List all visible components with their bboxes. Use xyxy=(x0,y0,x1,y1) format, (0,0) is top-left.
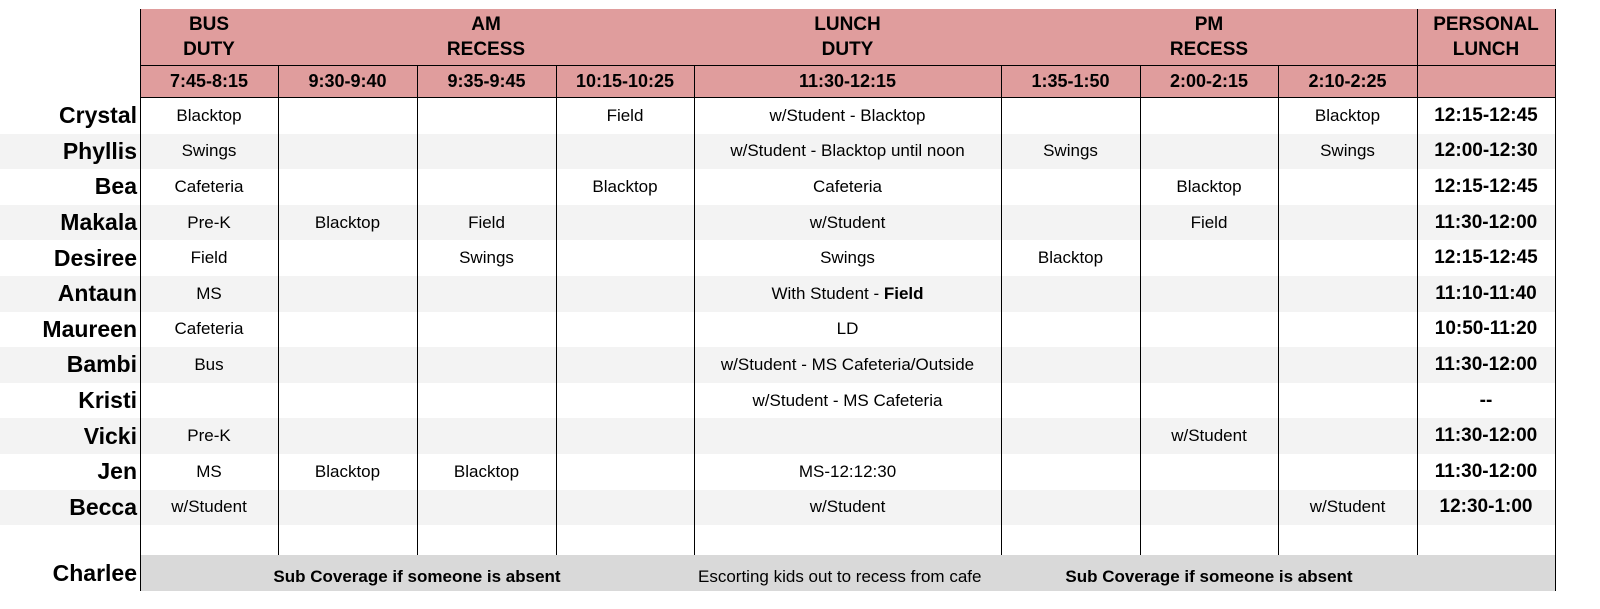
personal-lunch-cell[interactable]: -- xyxy=(1479,389,1493,411)
schedule-cell[interactable] xyxy=(1001,347,1140,383)
grid-vline xyxy=(140,555,141,591)
schedule-cell[interactable] xyxy=(1278,169,1417,205)
schedule-cell[interactable] xyxy=(556,418,694,454)
schedule-cell[interactable] xyxy=(694,98,1001,134)
cell-text: LD xyxy=(836,319,859,339)
schedule-cell[interactable] xyxy=(140,383,278,419)
schedule-cell[interactable] xyxy=(694,169,1001,205)
grid-vline xyxy=(556,65,557,555)
schedule-cell[interactable] xyxy=(140,134,278,170)
cell-text: With Student - xyxy=(771,283,884,303)
schedule-cell[interactable] xyxy=(1001,418,1140,454)
cell-text: Field xyxy=(468,212,505,232)
schedule-cell[interactable] xyxy=(278,276,417,312)
schedule-cell[interactable] xyxy=(278,490,417,526)
schedule-cell[interactable] xyxy=(556,347,694,383)
schedule-cell[interactable] xyxy=(278,240,417,276)
cell-text: Blacktop xyxy=(314,461,381,481)
schedule-cell[interactable] xyxy=(1001,276,1140,312)
schedule-cell[interactable] xyxy=(1140,134,1278,170)
cell-text: Swings xyxy=(1043,141,1098,161)
schedule-cell[interactable] xyxy=(556,205,694,241)
schedule-cell[interactable] xyxy=(1278,240,1417,276)
grid-vline xyxy=(278,65,279,555)
schedule-cell[interactable] xyxy=(140,418,278,454)
staff-name[interactable]: Vicki xyxy=(83,422,137,449)
schedule-cell[interactable] xyxy=(140,205,278,241)
cell-text: Blacktop xyxy=(176,105,242,125)
schedule-cell[interactable] xyxy=(140,490,278,526)
time-slot-header: 1:35-1:50 xyxy=(1031,71,1110,91)
cell-text: Blacktop xyxy=(314,212,381,232)
schedule-cell[interactable] xyxy=(556,98,694,134)
schedule-cell[interactable] xyxy=(278,454,417,490)
cell-text: MS-12:12:30 xyxy=(798,461,897,481)
time-slot-header: 9:35-9:45 xyxy=(447,71,526,91)
cell-text: Field xyxy=(190,248,228,268)
personal-lunch-cell[interactable]: 10:50-11:20 xyxy=(1434,318,1538,340)
schedule-cell[interactable] xyxy=(417,169,556,205)
schedule-cell[interactable] xyxy=(417,240,556,276)
cell-text: w/Student - Blacktop until noon xyxy=(730,141,965,161)
schedule-cell[interactable] xyxy=(694,347,1001,383)
personal-lunch-cell[interactable]: 12:30-1:00 xyxy=(1439,496,1533,518)
grid-vline xyxy=(1555,9,1556,65)
schedule-cell[interactable] xyxy=(694,276,1001,312)
cell-text: Blacktop xyxy=(1314,105,1381,125)
schedule-cell[interactable] xyxy=(694,134,1001,170)
cell-text: Blacktop xyxy=(1037,248,1104,268)
cell-bold-text: Field xyxy=(883,283,924,303)
schedule-cell[interactable] xyxy=(278,312,417,348)
header-line: LUNCH xyxy=(1452,39,1520,60)
header-bus-duty xyxy=(140,9,278,65)
schedule-cell[interactable] xyxy=(1278,134,1417,170)
cell-text: Swings xyxy=(181,141,237,161)
staff-name[interactable]: Crystal xyxy=(59,102,137,129)
time-slot-header: 10:15-10:25 xyxy=(575,71,675,91)
staff-name[interactable]: Bea xyxy=(94,173,137,200)
schedule-cell[interactable] xyxy=(140,169,278,205)
cell-text: w/Student xyxy=(809,212,886,232)
schedule-cell[interactable] xyxy=(278,418,417,454)
schedule-cell[interactable] xyxy=(417,490,556,526)
schedule-cell[interactable] xyxy=(278,169,417,205)
time-slot-header: 9:30-9:40 xyxy=(308,71,387,91)
schedule-cell[interactable] xyxy=(278,134,417,170)
staff-name[interactable]: Kristi xyxy=(78,387,137,414)
header-line: LUNCH xyxy=(814,14,881,35)
schedule-cell[interactable] xyxy=(556,490,694,526)
schedule-cell[interactable] xyxy=(140,98,278,134)
schedule-cell[interactable] xyxy=(1278,347,1417,383)
schedule-cell[interactable] xyxy=(556,240,694,276)
schedule-cell[interactable] xyxy=(278,98,417,134)
schedule-cell[interactable] xyxy=(1278,454,1417,490)
schedule-cell[interactable] xyxy=(417,312,556,348)
cell-text: Cafeteria xyxy=(174,319,244,339)
staff-name[interactable]: Jen xyxy=(97,458,137,485)
grid-hline xyxy=(140,97,1555,98)
personal-lunch-cell[interactable]: 12:00-12:30 xyxy=(1434,140,1538,162)
schedule-cell[interactable] xyxy=(556,276,694,312)
schedule-cell[interactable] xyxy=(278,383,417,419)
schedule-cell[interactable] xyxy=(1140,418,1278,454)
grid-vline xyxy=(1001,65,1002,555)
grid-vline xyxy=(1555,65,1556,555)
personal-lunch-cell[interactable]: 12:15-12:45 xyxy=(1434,104,1538,126)
cell-text: MS xyxy=(196,283,222,303)
schedule-cell[interactable] xyxy=(1001,205,1140,241)
cell-text: Pre-K xyxy=(187,212,231,232)
schedule-cell[interactable] xyxy=(1278,312,1417,348)
grid-vline xyxy=(1417,65,1418,555)
schedule-cell[interactable] xyxy=(1001,240,1140,276)
personal-lunch-cell[interactable]: 11:30-12:00 xyxy=(1434,425,1538,447)
cell-text: Cafeteria xyxy=(813,176,882,196)
schedule-cell[interactable] xyxy=(1278,205,1417,241)
schedule-cell[interactable] xyxy=(694,490,1001,526)
time-slot-header: 7:45-8:15 xyxy=(169,71,249,91)
personal-lunch-cell[interactable]: 11:10-11:40 xyxy=(1435,282,1537,304)
header-line: PERSONAL xyxy=(1433,14,1539,35)
cell-text: Swings xyxy=(820,248,875,268)
cell-text: Field xyxy=(606,105,644,125)
schedule-cell[interactable] xyxy=(1140,312,1278,348)
schedule-cell[interactable] xyxy=(1140,276,1278,312)
schedule-cell[interactable] xyxy=(417,205,556,241)
header-line: PM xyxy=(1194,14,1224,35)
grid-vline xyxy=(694,65,695,555)
schedule-cell[interactable] xyxy=(278,347,417,383)
schedule-cell[interactable] xyxy=(417,383,556,419)
schedule-cell[interactable] xyxy=(556,312,694,348)
grid-vline xyxy=(1140,65,1141,555)
schedule-cell[interactable] xyxy=(417,98,556,134)
cell-text: w/Student xyxy=(171,497,247,517)
schedule-cell[interactable] xyxy=(1140,98,1278,134)
time-slot-header: 2:10-2:25 xyxy=(1308,71,1387,91)
schedule-cell[interactable] xyxy=(417,454,556,490)
schedule-cell[interactable] xyxy=(1140,383,1278,419)
cell-text: w/Student xyxy=(1309,497,1386,517)
schedule-cell[interactable] xyxy=(140,454,278,490)
header-lunch-duty xyxy=(694,9,1001,65)
cell-text: Swings xyxy=(1320,141,1375,161)
charlee-left-note: Sub Coverage if someone is absent xyxy=(273,567,561,586)
header-line: RECESS xyxy=(1169,39,1249,60)
schedule-cell[interactable] xyxy=(1140,490,1278,526)
time-slot-header xyxy=(1417,65,1555,98)
schedule-cell[interactable] xyxy=(417,347,556,383)
cell-text: w/Student xyxy=(809,497,886,517)
staff-name[interactable]: Phyllis xyxy=(62,137,137,164)
personal-lunch-cell[interactable]: 11:30-12:00 xyxy=(1434,353,1538,375)
cell-text: Cafeteria xyxy=(174,176,244,196)
schedule-cell[interactable] xyxy=(140,240,278,276)
schedule-cell[interactable] xyxy=(140,347,278,383)
cell-text: w/Student - MS Cafeteria xyxy=(752,390,943,410)
personal-lunch-cell[interactable]: 11:30-12:00 xyxy=(1434,460,1538,482)
schedule-cell[interactable] xyxy=(1140,240,1278,276)
schedule-cell[interactable] xyxy=(1001,454,1140,490)
cell-text: Blacktop xyxy=(453,461,520,481)
staff-name[interactable]: Bambi xyxy=(66,351,137,378)
cell-text: Blacktop xyxy=(592,176,658,196)
schedule-cell[interactable] xyxy=(1001,134,1140,170)
schedule-cell[interactable] xyxy=(694,418,1001,454)
cell-text: Field xyxy=(1190,212,1228,232)
schedule-cell[interactable] xyxy=(694,205,1001,241)
header-pm-recess xyxy=(1001,9,1417,65)
grid-vline xyxy=(1555,555,1556,591)
schedule-cell[interactable] xyxy=(1140,169,1278,205)
cell-text: Swings xyxy=(459,248,514,268)
schedule-cell[interactable] xyxy=(556,169,694,205)
schedule-cell[interactable] xyxy=(417,276,556,312)
grid-vline xyxy=(1417,9,1418,65)
charlee-right-note: Sub Coverage if someone is absent xyxy=(1065,567,1353,586)
schedule-cell[interactable] xyxy=(417,134,556,170)
charlee-middle-note: Escorting kids out to recess from cafe xyxy=(698,567,982,586)
grid-vline xyxy=(140,9,141,65)
personal-lunch-cell[interactable]: 11:30-12:00 xyxy=(1434,211,1538,233)
schedule-cell[interactable] xyxy=(694,240,1001,276)
schedule-cell[interactable] xyxy=(1278,490,1417,526)
staff-name[interactable]: Makala xyxy=(60,209,137,236)
cell-text: Blacktop xyxy=(1176,176,1242,196)
schedule-cell[interactable] xyxy=(140,312,278,348)
staff-name-charlee[interactable]: Charlee xyxy=(52,559,137,586)
staff-name[interactable]: Desiree xyxy=(53,244,137,271)
header-line: DUTY xyxy=(183,39,235,60)
schedule-cell[interactable] xyxy=(1278,418,1417,454)
schedule-cell[interactable] xyxy=(1001,98,1140,134)
schedule-cell[interactable] xyxy=(556,134,694,170)
schedule-cell[interactable] xyxy=(694,383,1001,419)
header-line: DUTY xyxy=(821,39,874,60)
schedule-cell[interactable] xyxy=(1278,276,1417,312)
schedule-cell[interactable] xyxy=(1278,98,1417,134)
cell-text: Pre-K xyxy=(187,426,231,446)
schedule-cell[interactable] xyxy=(1278,383,1417,419)
schedule-cell[interactable] xyxy=(694,312,1001,348)
staff-name[interactable]: Maureen xyxy=(42,315,137,342)
schedule-cell[interactable] xyxy=(1001,490,1140,526)
schedule-cell[interactable] xyxy=(556,383,694,419)
schedule-cell[interactable] xyxy=(417,418,556,454)
schedule-cell[interactable] xyxy=(1001,169,1140,205)
cell-text: w/Student - MS Cafeteria/Outside xyxy=(720,354,975,374)
schedule-cell[interactable] xyxy=(1140,205,1278,241)
header-line: BUS xyxy=(188,14,230,35)
cell-text: w/Student xyxy=(1171,426,1247,446)
staff-name[interactable]: Becca xyxy=(69,493,137,520)
staff-name[interactable]: Antaun xyxy=(57,280,137,307)
time-slot-header: 2:00-2:15 xyxy=(1169,71,1249,91)
header-personal-lunch xyxy=(1417,9,1555,65)
cell-text: Bus xyxy=(194,354,224,374)
schedule-cell[interactable] xyxy=(1001,383,1140,419)
personal-lunch-cell[interactable]: 12:15-12:45 xyxy=(1434,247,1538,269)
personal-lunch-cell[interactable]: 12:15-12:45 xyxy=(1434,175,1538,197)
schedule-cell[interactable] xyxy=(140,276,278,312)
schedule-cell[interactable] xyxy=(556,454,694,490)
time-slot-header: 11:30-12:15 xyxy=(798,71,897,91)
header-line: AM xyxy=(471,14,501,35)
schedule-cell[interactable] xyxy=(694,454,1001,490)
header-line: RECESS xyxy=(446,39,526,60)
schedule-cell[interactable] xyxy=(1140,347,1278,383)
schedule-cell[interactable] xyxy=(278,205,417,241)
grid-vline xyxy=(417,65,418,555)
cell-text: MS xyxy=(196,461,222,481)
schedule-cell[interactable] xyxy=(1001,312,1140,348)
grid-vline xyxy=(140,65,141,555)
schedule-cell[interactable] xyxy=(1140,454,1278,490)
grid-hline xyxy=(140,65,1555,66)
cell-text: w/Student - Blacktop xyxy=(769,105,926,125)
grid-vline xyxy=(1278,65,1279,555)
header-am-recess xyxy=(278,9,694,65)
